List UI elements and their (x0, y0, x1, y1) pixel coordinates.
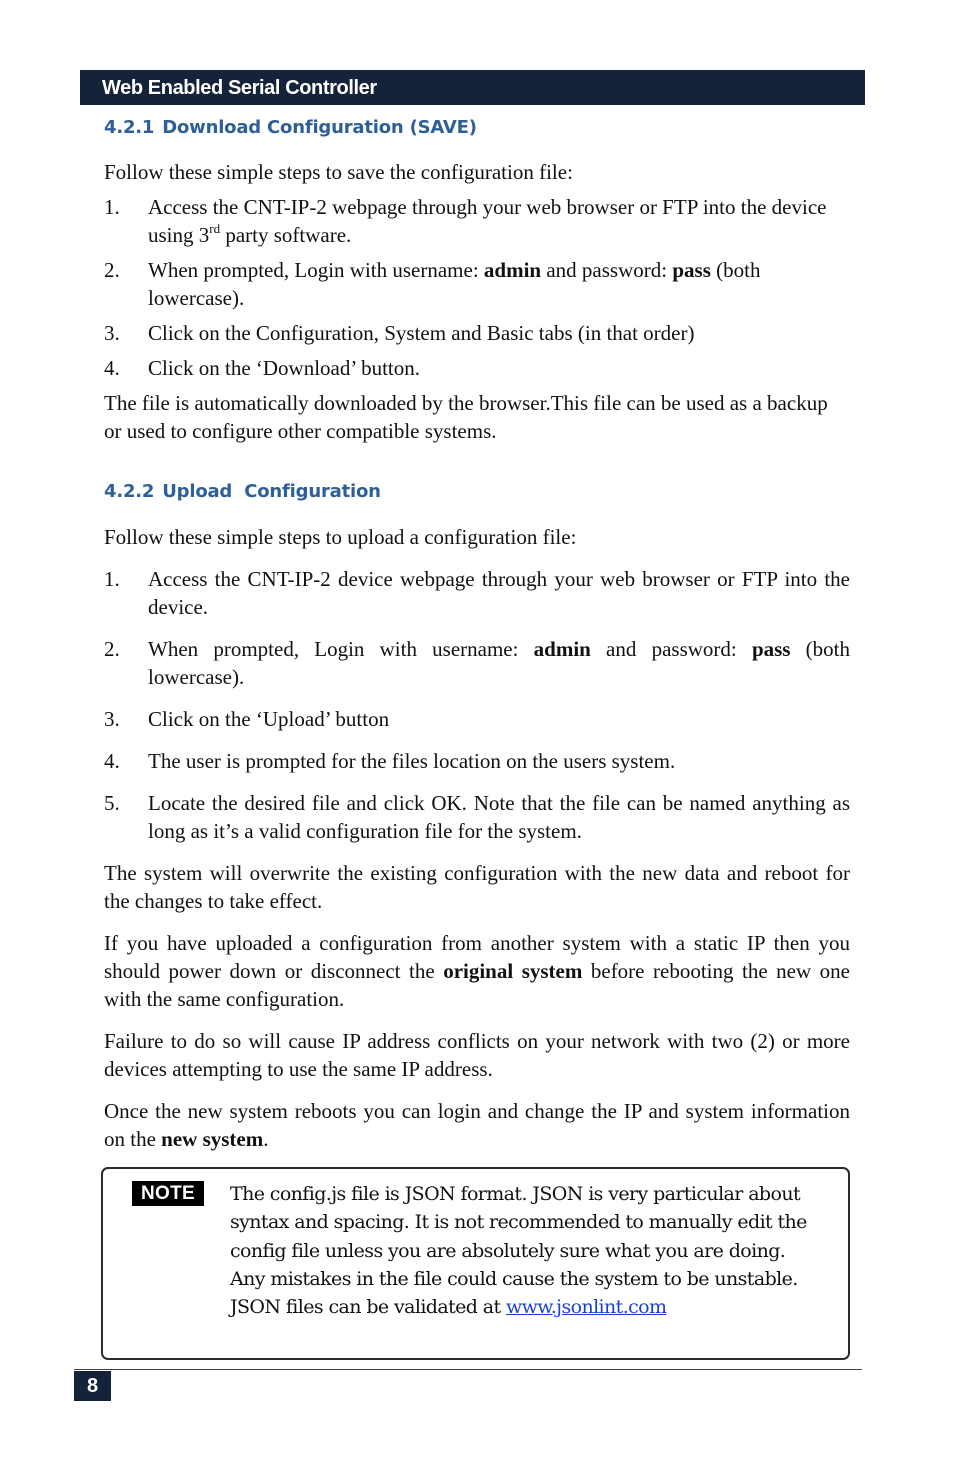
list-item (104, 747, 850, 775)
step-text: and password: (541, 258, 673, 282)
body-paragraph: The file is automatically downloaded by the browser.This file can be used as a backup or used to configure other compatible systems. (104, 391, 828, 443)
step-text: When prompted, Login with username: (148, 258, 484, 282)
footer-divider (74, 1369, 862, 1370)
page-number: 8 (74, 1371, 111, 1401)
username-value: admin (533, 637, 591, 661)
list-item (104, 789, 850, 845)
section-heading-upload (104, 481, 381, 502)
note-text (230, 1180, 820, 1321)
step-text: and password: (590, 637, 752, 661)
section-heading-download (104, 117, 477, 138)
section-number: 4.2.2 (104, 481, 155, 502)
step-text: Locate the desired file and click OK. Note that the file can be named anything as long as it’s a valid configuration file for the system. (148, 791, 850, 843)
list-item (104, 193, 850, 249)
running-header (80, 70, 865, 105)
body-paragraph: Failure to do so will cause IP address conflicts on your network with two (2) or more devices attempting to use the same IP address. (104, 1029, 850, 1081)
list-number: 3. (104, 707, 120, 731)
body-paragraph: The system will overwrite the existing configuration with the new data and reboot for the changes to take effect. (104, 861, 850, 913)
intro-paragraph: Follow these simple steps to upload a configuration file: (104, 525, 577, 549)
password-value: pass (672, 258, 711, 282)
list-number: 5. (104, 791, 120, 815)
body-paragraph (104, 1097, 850, 1153)
list-number: 3. (104, 321, 120, 345)
body-paragraph (104, 929, 850, 1013)
step-text: Access the CNT-IP-2 webpage through your web browser or FTP into the device using 3 (148, 195, 827, 247)
username-value: admin (483, 258, 542, 282)
step-text: Click on the ‘Download’ button. (148, 356, 420, 380)
section-number: 4.2.1 (104, 117, 155, 138)
step-text: Click on the Configuration, System and Basic tabs (in that order) (148, 321, 695, 345)
list-number: 2. (104, 637, 120, 661)
list-number: 1. (104, 195, 120, 219)
list-number: 1. (104, 567, 120, 591)
bold-phrase: original system (443, 959, 583, 983)
list-number: 2. (104, 258, 120, 282)
intro-paragraph: Follow these simple steps to save the configuration file: (104, 160, 573, 184)
list-item (104, 354, 850, 382)
list-item (104, 705, 850, 733)
step-text: When prompted, Login with username: (148, 637, 534, 661)
paragraph-text: If you have uploaded a configuration from another system with a static IP then you should power down or disconnect the (104, 931, 850, 983)
list-number: 4. (104, 356, 120, 380)
list-item (104, 256, 850, 312)
jsonlint-link[interactable]: www.jsonlint.com (505, 1296, 667, 1319)
paragraph-text: . (263, 1127, 269, 1151)
header-title: Web Enabled Serial Controller (102, 77, 377, 99)
section-title: Download Configuration (SAVE) (162, 117, 477, 138)
step-superscript: rd (209, 221, 221, 236)
step-text: (both lowercase). (148, 258, 761, 310)
note-badge: NOTE (132, 1181, 204, 1206)
paragraph-text: Once the new system reboots you can login and change the IP and system information on the (104, 1099, 850, 1151)
bold-phrase: new system (161, 1127, 264, 1151)
note-body: The config.js file is JSON format. JSON is very particular about syntax and spacing. It is not recommended to manually edit the config file unless you are absolutely sure what you are doing. Any mistakes in the file could cause the system to be unstable. JSON files can be validated at (230, 1183, 807, 1319)
step-text: The user is prompted for the files location on the users system. (148, 749, 676, 773)
step-text: (both lowercase). (148, 637, 851, 689)
section-title: Upload Configuration (162, 481, 381, 502)
list-item (104, 319, 850, 347)
list-item (104, 635, 850, 691)
step-text: party software. (220, 223, 352, 247)
list-number: 4. (104, 749, 120, 773)
step-text: Access the CNT-IP-2 device webpage through your web browser or FTP into the device. (148, 567, 850, 619)
password-value: pass (751, 637, 791, 661)
step-text: Click on the ‘Upload’ button (148, 707, 390, 731)
paragraph-text: before rebooting the new one with the same configuration. (104, 959, 850, 1011)
